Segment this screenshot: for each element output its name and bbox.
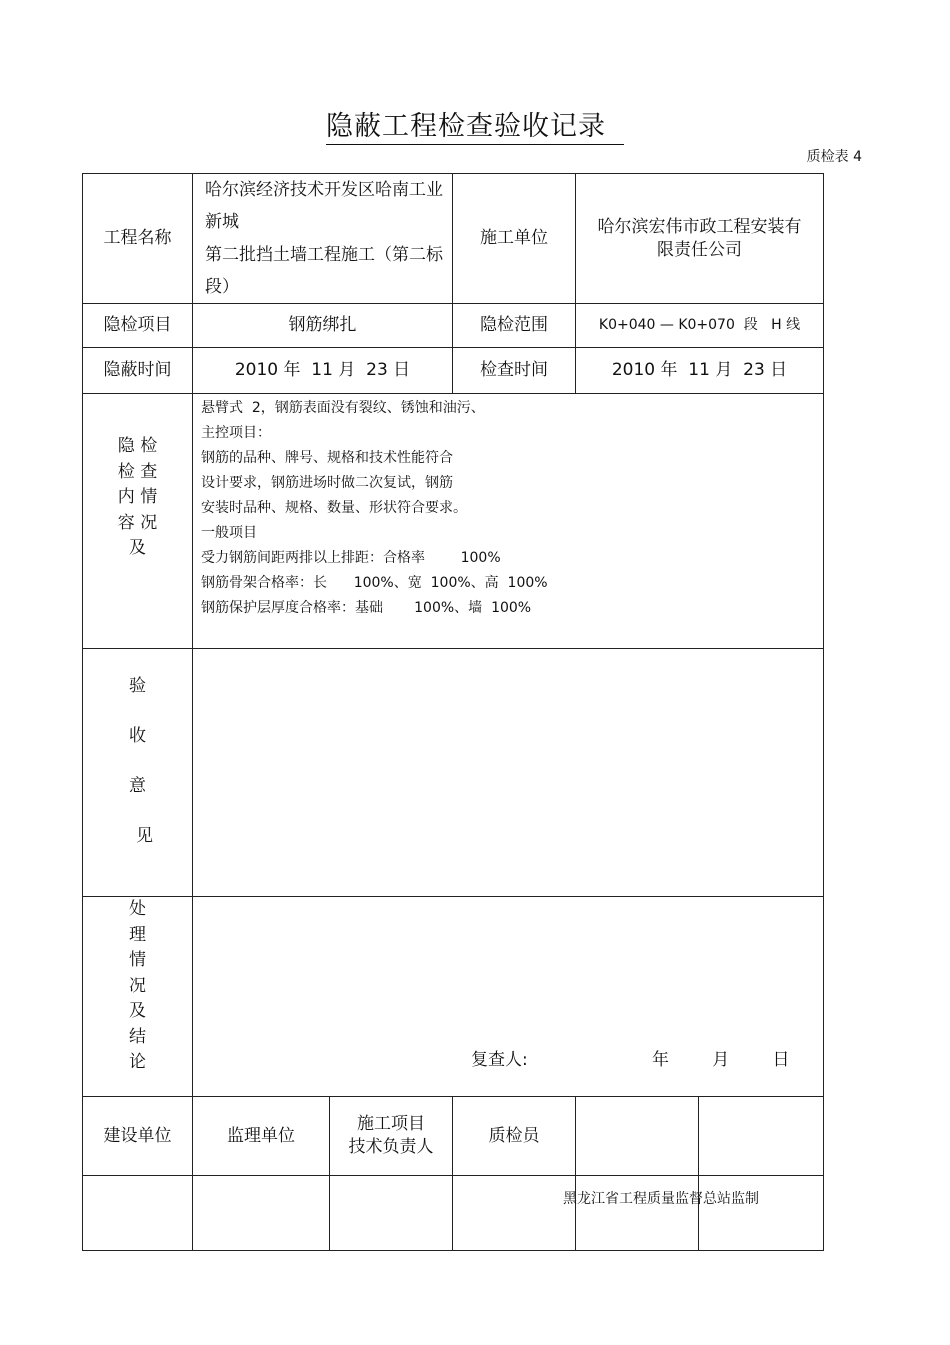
- project-name-line1: 哈尔滨经济技术开发区哈南工业新城: [205, 180, 443, 233]
- footer-issuer: 黑龙江省工程质量监督总站监制: [563, 1191, 759, 1207]
- handling-conclusion-area: [193, 897, 824, 1097]
- row-signatures: [83, 1176, 824, 1251]
- row-signature-headers: [83, 1097, 824, 1176]
- inspection-record-table: [82, 173, 824, 1251]
- signature-cell[interactable]: [83, 1176, 193, 1251]
- signature-cell[interactable]: [699, 1176, 824, 1251]
- project-name-label: 工程名称: [83, 174, 193, 304]
- handling-label-char: 处: [129, 899, 146, 920]
- inspection-line: 钢筋保护层厚度合格率：基础 100%、墙 100%: [201, 600, 532, 617]
- inspection-line: 主控项目：: [201, 425, 271, 442]
- check-time-value: 2010 年 11 月 23 日: [576, 348, 824, 394]
- acceptance-label-char: 见: [136, 826, 153, 847]
- acceptance-opinion-area: [193, 649, 824, 897]
- handling-label-char: 结: [129, 1026, 146, 1047]
- inspection-line: 钢筋的品种、牌号、规格和技术性能符合: [201, 450, 453, 467]
- handling-label-char: 理: [129, 924, 146, 945]
- inspection-line: 悬臂式 2，钢筋表面没有裂纹、锈蚀和油污、: [201, 400, 485, 417]
- inspection-line: 一般项目: [201, 525, 257, 542]
- inspection-label-line: 检 查: [117, 461, 158, 482]
- item-value: 钢筋绑扎: [193, 304, 453, 348]
- inspection-line: 安装时品种、规格、数量、形状符合要求。: [201, 500, 467, 517]
- check-time-label: 检查时间: [453, 348, 576, 394]
- handling-label-char: 及: [129, 1001, 146, 1022]
- row-time: [83, 348, 824, 394]
- signature-cell[interactable]: [193, 1176, 330, 1251]
- recheck-signature-line: 复查人: 年 月 日: [471, 1050, 790, 1071]
- contractor-value: 哈尔滨宏伟市政工程安装有限责任公司: [576, 174, 824, 304]
- recheck-block: [193, 897, 823, 1096]
- handling-label-char: 况: [129, 975, 146, 996]
- inspection-content: [193, 394, 824, 649]
- inspection-label: [83, 394, 193, 649]
- inspection-label-line: 隐 检: [117, 436, 158, 457]
- title-text: 隐蔽工程检查验收记录: [326, 111, 624, 145]
- inspector-label: 质检员: [453, 1097, 576, 1176]
- supervision-unit-label: 监理单位: [193, 1097, 330, 1176]
- acceptance-label-char: 验: [129, 676, 146, 697]
- row-project: [83, 174, 824, 304]
- handling-label-char: 论: [129, 1052, 146, 1073]
- row-acceptance: [83, 649, 824, 897]
- tech-lead-label: [330, 1097, 453, 1176]
- scope-value: K0+040 — K0+070 段 H 线: [576, 304, 824, 348]
- inspection-line: 钢筋骨架合格率：长 100%、宽 100%、高 100%: [201, 575, 548, 592]
- acceptance-label-char: 收: [129, 726, 146, 747]
- concealed-time-label: 隐蔽时间: [83, 348, 193, 394]
- inspection-line: 受力钢筋间距两排以上排距：合格率 100%: [201, 550, 501, 567]
- scope-label: 隐检范围: [453, 304, 576, 348]
- tech-lead-line1: 施工项目: [357, 1114, 425, 1135]
- row-handling: [83, 897, 824, 1097]
- blank-header-cell: [576, 1097, 699, 1176]
- contractor-label: 施工单位: [453, 174, 576, 304]
- project-name-line2: 第二批挡土墙工程施工（第二标段）: [205, 244, 443, 297]
- inspection-label-line: 及: [129, 538, 146, 559]
- concealed-time-value: 2010 年 11 月 23 日: [193, 348, 453, 394]
- row-item: [83, 304, 824, 348]
- signature-cell[interactable]: [330, 1176, 453, 1251]
- acceptance-label: [83, 649, 193, 897]
- inspection-line: 设计要求，钢筋进场时做二次复试，钢筋: [201, 475, 453, 492]
- blank-header-cell: [699, 1097, 824, 1176]
- inspection-label-line: 内 情: [117, 487, 158, 508]
- row-inspection: [83, 394, 824, 649]
- inspection-label-line: 容 况: [117, 512, 158, 533]
- project-name-value: [193, 174, 453, 304]
- construction-unit-label: 建设单位: [83, 1097, 193, 1176]
- handling-label: [83, 897, 193, 1097]
- item-label: 隐检项目: [83, 304, 193, 348]
- page-title: [0, 104, 950, 143]
- handling-label-char: 情: [129, 950, 146, 971]
- form-number: 质检表 4: [806, 149, 862, 165]
- acceptance-label-char: 意: [129, 776, 146, 797]
- signature-cell[interactable]: [453, 1176, 576, 1251]
- signature-cell[interactable]: [576, 1176, 699, 1251]
- tech-lead-line2: 技术负责人: [348, 1137, 434, 1158]
